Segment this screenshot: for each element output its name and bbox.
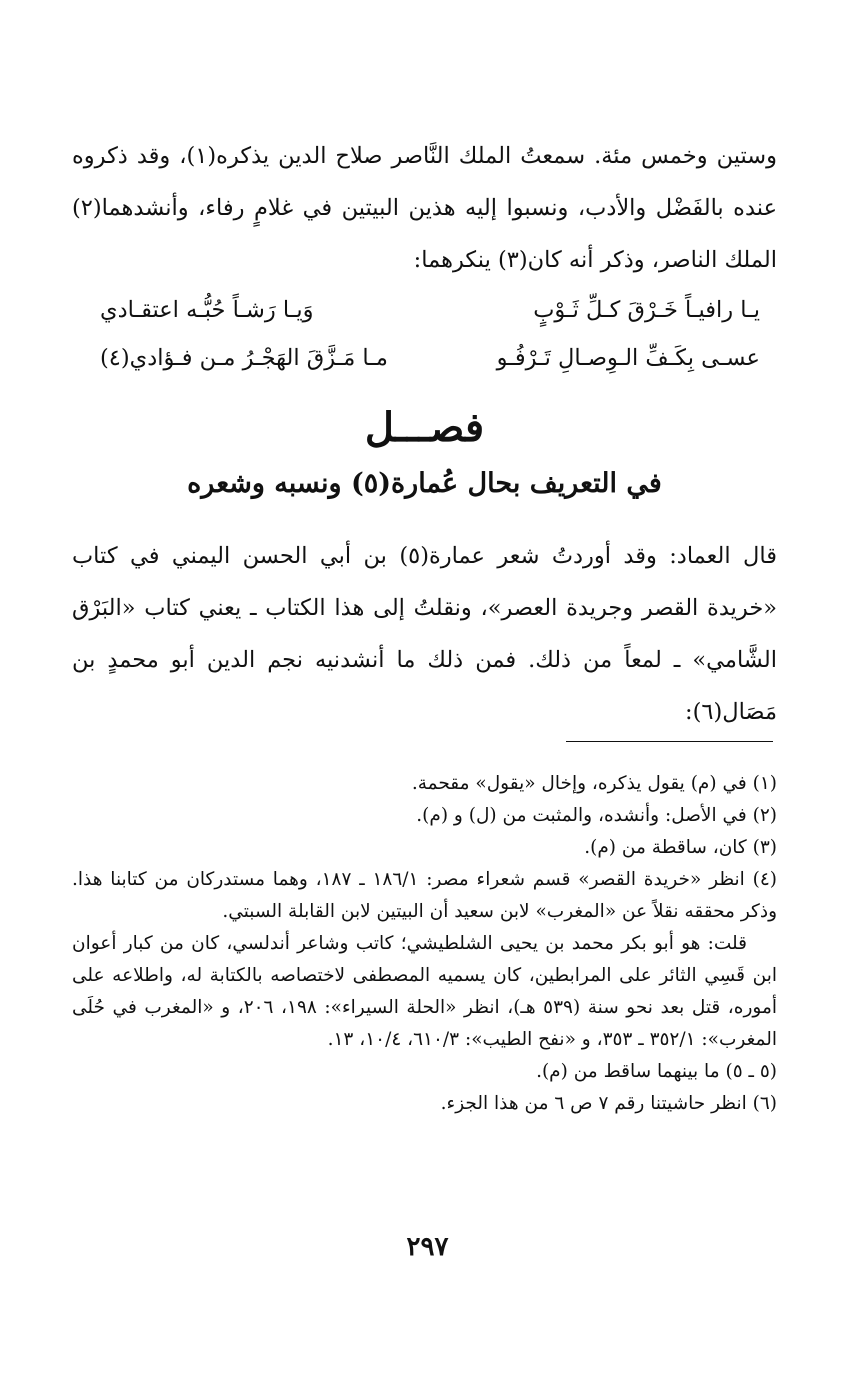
poem-verse-2 xyxy=(100,334,760,382)
footnote-4: (٤) انظر «خريدة القصر» قسم شعراء مصر: ١٨٦/١ ـ ١٨٧، وهما مستدركان من كتابنا هذا. وذكر محققه نقلاً عن «المغرب» لابن سعيد أن البيتين لابن القابلة السبتي. xyxy=(72,869,777,922)
verse-1-second-hemistich: وَيـا رَشـاً حُبُّـه اعتقـادي xyxy=(100,297,314,323)
section-subtitle: في التعريف بحال عُمارة(٥) ونسبه وشعره xyxy=(187,468,662,499)
footnote-separator xyxy=(566,741,773,742)
opening-paragraph xyxy=(72,130,777,286)
poem xyxy=(100,286,760,382)
verse-2-first-hemistich: عسـى بِكَـفِّ الـوِصـالِ تَـرْفُـو xyxy=(496,345,760,371)
second-paragraph-line-4: أبو محمدٍ بن مَصَال(٦): xyxy=(72,647,777,725)
second-paragraph xyxy=(72,530,777,738)
second-paragraph-line-3: «البَرْق الشَّامي» ـ لمعاً من ذلك. فمن ذلك ما أنشدنيه نجم الدين xyxy=(72,595,777,673)
opening-paragraph-line-1: وستين وخمس مئة. سمعتُ الملك النَّاصر صلاح الدين يذكره(١)، وقد xyxy=(136,143,777,169)
opening-paragraph-line-2: ذكروه عنده بالفَضْل والأدب، ونسبوا إليه هذين البيتين في غلامٍ رفاء، xyxy=(72,143,777,221)
footnote-3: (٣) كان، ساقطة من (م). xyxy=(584,837,777,858)
section-heading: فصـــل xyxy=(364,404,485,451)
footnotes xyxy=(72,768,777,1120)
footnote-6: (٦) انظر حاشيتنا رقم ٧ ص ٦ من هذا الجزء. xyxy=(440,1093,777,1114)
verse-1-first-hemistich: يـا رافيـاً خَـرْقَ كـلِّ ثَـوْبٍ xyxy=(533,297,760,323)
verse-2-second-hemistich: مـا مَـزَّقَ الهَجْـرُ مـن فـؤادي(٤) xyxy=(100,345,388,371)
footnote-1: (١) في (م) يقول يذكره، وإخال «يقول» مقحمة. xyxy=(411,773,777,794)
footnote-2: (٢) في الأصل: وأنشده، والمثبت من (ل) و (م). xyxy=(416,805,777,826)
second-paragraph-line-2: كتاب «خريدة القصر وجريدة العصر»، ونقلتُ إلى هذا الكتاب ـ يعني كتاب xyxy=(72,543,778,621)
poem-verse-1 xyxy=(100,286,760,334)
page-number: ٢٩٧ xyxy=(406,1232,449,1262)
second-paragraph-line-1: قال العماد: وقد أوردتُ شعر عمارة(٥) بن أبي الحسن اليمني في xyxy=(129,543,777,569)
opening-paragraph-line-3: وأنشدهما(٢) الملك الناصر، وذكر أنه كان(٣) ينكرهما: xyxy=(72,195,777,273)
footnote-5: (٥ ـ ٥) ما بينهما ساقط من (م). xyxy=(536,1061,777,1082)
footnote-4-note: قلت: هو أبو بكر محمد بن يحيى الشلطيشي؛ كاتب وشاعر أندلسي، كان من كبار أعوان ابن قَسِي الثائر على المرابطين، كان يسميه المصطفى لاختصاصه بالكتابة له، واطلاعه على أموره، قتل بعد نحو سنة (٥٣٩ هـ)، انظر «الحلة السيراء»: ١٩٨، ٢٠٦، و «المغرب في حُلَى المغرب»: ٣٥٢/١ ـ ٣٥٣، و «نفح الطيب»: ٦١٠/٣، ١٠/٤، ١٣. xyxy=(72,933,778,1050)
